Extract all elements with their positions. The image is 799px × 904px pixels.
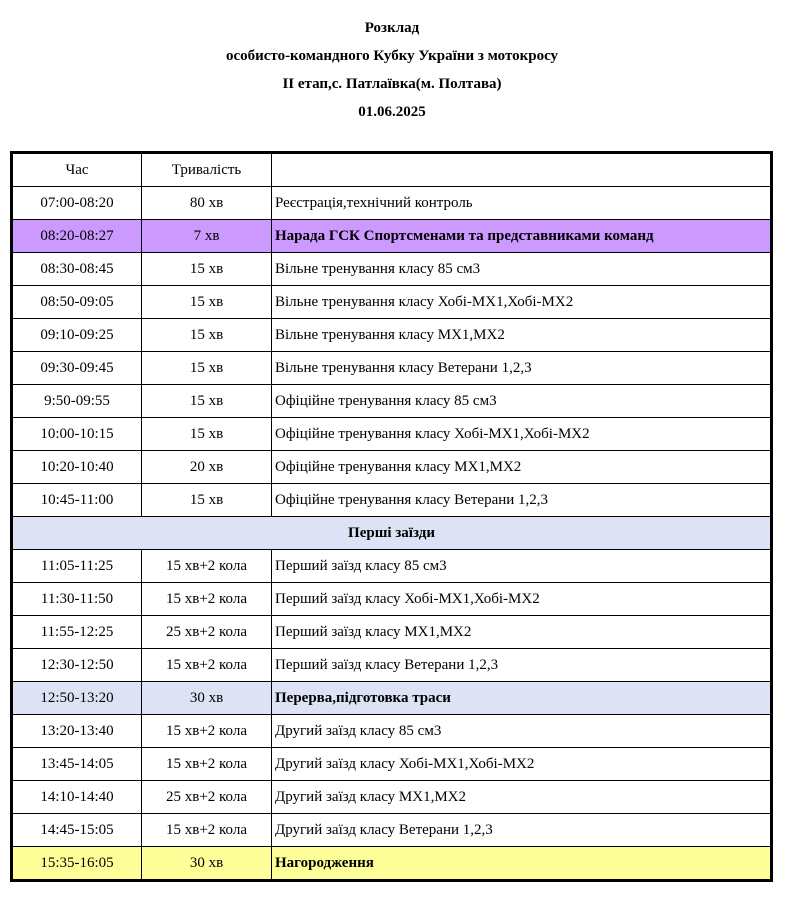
event-cell: Офіційне тренування класу Ветерани 1,2,3 xyxy=(272,484,772,517)
header-event xyxy=(272,153,772,187)
duration-cell: 15 хв+2 кола xyxy=(142,583,272,616)
event-cell: Перший заїзд класу Ветерани 1,2,3 xyxy=(272,649,772,682)
table-row xyxy=(12,649,772,682)
event-cell: Перший заїзд класу 85 см3 xyxy=(272,550,772,583)
duration-cell: 7 хв xyxy=(142,220,272,253)
table-row xyxy=(12,781,772,814)
header-time: Час xyxy=(12,153,142,187)
document-title: Розклад xyxy=(364,20,420,36)
duration-cell: 15 хв xyxy=(142,286,272,319)
table-row xyxy=(12,583,772,616)
event-cell: Нагородження xyxy=(272,847,772,881)
table-row xyxy=(12,847,772,881)
event-cell: Перший заїзд класу Хобі-МХ1,Хобі-МХ2 xyxy=(272,583,772,616)
time-cell: 10:00-10:15 xyxy=(12,418,142,451)
time-cell: 11:55-12:25 xyxy=(12,616,142,649)
event-cell: Вільне тренування класу Хобі-МХ1,Хобі-МХ2 xyxy=(272,286,772,319)
table-row xyxy=(12,220,772,253)
time-cell: 14:45-15:05 xyxy=(12,814,142,847)
event-cell: Реєстрація,технічний контроль xyxy=(272,187,772,220)
table-row xyxy=(12,187,772,220)
event-cell: Вільне тренування класу Ветерани 1,2,3 xyxy=(272,352,772,385)
time-cell: 08:30-08:45 xyxy=(12,253,142,286)
table-row xyxy=(12,484,772,517)
duration-cell: 15 хв xyxy=(142,385,272,418)
table-row xyxy=(12,814,772,847)
time-cell: 13:45-14:05 xyxy=(12,748,142,781)
duration-cell: 15 хв xyxy=(142,253,272,286)
time-cell: 09:30-09:45 xyxy=(12,352,142,385)
section-label: Перші заїзди xyxy=(12,517,772,550)
table-row xyxy=(12,385,772,418)
event-cell: Вільне тренування класу МХ1,МХ2 xyxy=(272,319,772,352)
duration-cell: 15 хв+2 кола xyxy=(142,715,272,748)
table-row xyxy=(12,748,772,781)
header-duration: Тривалість xyxy=(142,153,272,187)
table-row xyxy=(12,286,772,319)
event-cell: Офіційне тренування класу 85 см3 xyxy=(272,385,772,418)
time-cell: 10:45-11:00 xyxy=(12,484,142,517)
duration-cell: 15 хв xyxy=(142,484,272,517)
duration-cell: 30 хв xyxy=(142,847,272,881)
event-cell: Офіційне тренування класу Хобі-МХ1,Хобі-МХ2 xyxy=(272,418,772,451)
time-cell: 12:30-12:50 xyxy=(12,649,142,682)
duration-cell: 20 хв xyxy=(142,451,272,484)
time-cell: 07:00-08:20 xyxy=(12,187,142,220)
event-cell: Перерва,підготовка траси xyxy=(272,682,772,715)
time-cell: 08:20-08:27 xyxy=(12,220,142,253)
table-row xyxy=(12,253,772,286)
event-cell: Другий заїзд класу Ветерани 1,2,3 xyxy=(272,814,772,847)
duration-cell: 25 хв+2 кола xyxy=(142,616,272,649)
time-cell: 08:50-09:05 xyxy=(12,286,142,319)
duration-cell: 15 хв+2 кола xyxy=(142,748,272,781)
event-date: 01.06.2025 xyxy=(358,104,426,120)
time-cell: 15:35-16:05 xyxy=(12,847,142,881)
time-cell: 10:20-10:40 xyxy=(12,451,142,484)
time-cell: 11:30-11:50 xyxy=(12,583,142,616)
table-row xyxy=(12,682,772,715)
event-cell: Офіційне тренування класу МХ1,МХ2 xyxy=(272,451,772,484)
duration-cell: 30 хв xyxy=(142,682,272,715)
duration-cell: 15 хв+2 кола xyxy=(142,814,272,847)
duration-cell: 15 хв xyxy=(142,418,272,451)
table-row xyxy=(12,418,772,451)
event-cell: Другий заїзд класу МХ1,МХ2 xyxy=(272,781,772,814)
stage-location: ІІ етап,с. Патлаївка(м. Полтава) xyxy=(282,76,502,92)
table-row xyxy=(12,616,772,649)
table-row xyxy=(12,451,772,484)
document-subtitle: особисто-командного Кубку України з мотокросу xyxy=(225,48,559,64)
event-cell: Другий заїзд класу Хобі-МХ1,Хобі-МХ2 xyxy=(272,748,772,781)
time-cell: 09:10-09:25 xyxy=(12,319,142,352)
duration-cell: 15 хв+2 кола xyxy=(142,649,272,682)
duration-cell: 15 хв xyxy=(142,352,272,385)
section-row xyxy=(12,517,772,550)
time-cell: 13:20-13:40 xyxy=(12,715,142,748)
event-cell: Вільне тренування класу 85 см3 xyxy=(272,253,772,286)
time-cell: 14:10-14:40 xyxy=(12,781,142,814)
schedule-table xyxy=(10,151,773,882)
time-cell: 11:05-11:25 xyxy=(12,550,142,583)
duration-cell: 15 хв+2 кола xyxy=(142,550,272,583)
table-header-row xyxy=(12,153,772,187)
duration-cell: 25 хв+2 кола xyxy=(142,781,272,814)
table-row xyxy=(12,352,772,385)
duration-cell: 15 хв xyxy=(142,319,272,352)
table-row xyxy=(12,319,772,352)
event-cell: Другий заїзд класу 85 см3 xyxy=(272,715,772,748)
table-row xyxy=(12,715,772,748)
time-cell: 9:50-09:55 xyxy=(12,385,142,418)
event-cell: Нарада ГСК Спортсменами та представниками команд xyxy=(272,220,772,253)
duration-cell: 80 хв xyxy=(142,187,272,220)
document-header xyxy=(0,14,784,126)
table-row xyxy=(12,550,772,583)
event-cell: Перший заїзд класу МХ1,МХ2 xyxy=(272,616,772,649)
time-cell: 12:50-13:20 xyxy=(12,682,142,715)
